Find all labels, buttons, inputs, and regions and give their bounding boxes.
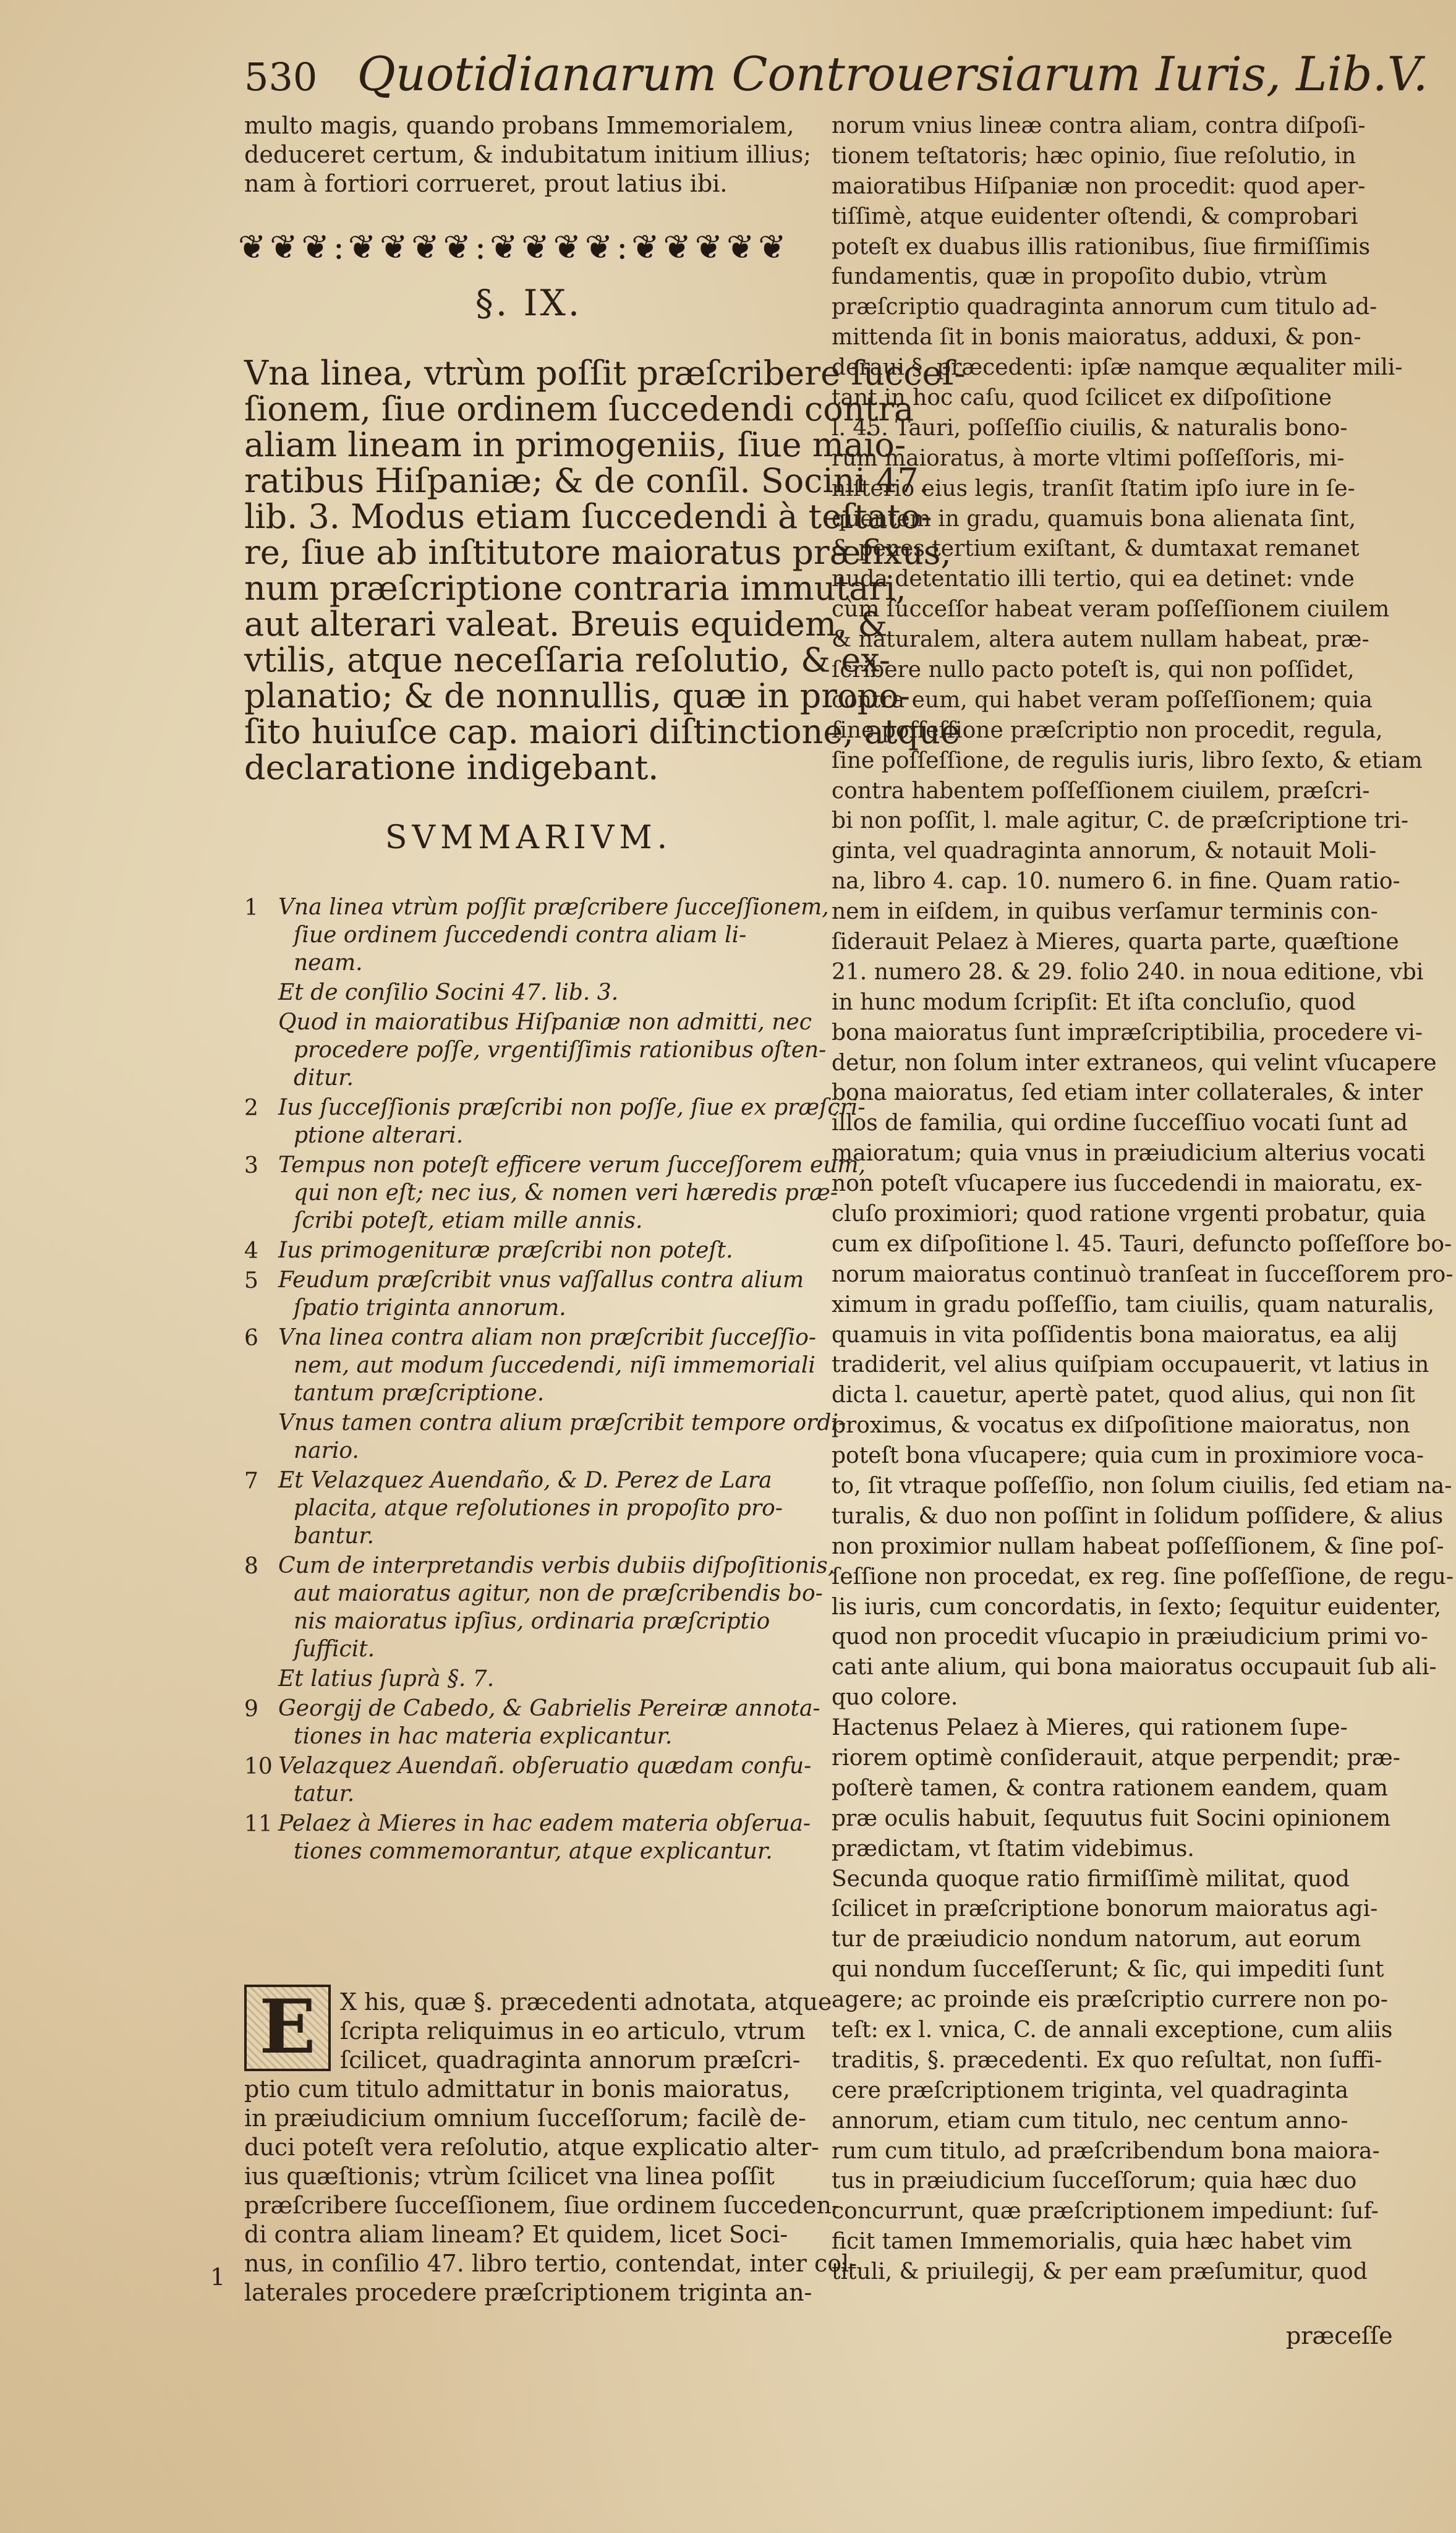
right-body-line: to, ſit vtraque poſſeſſio, non ſolum ciuilis, ſed etiam na- bbox=[832, 1473, 1452, 1499]
right-body-line: riorem optimè conſiderauit, atque perpendit; præ- bbox=[832, 1745, 1400, 1771]
summarium-line: Et de conſilio Socini 47. lib. 3. bbox=[278, 980, 619, 1005]
left-body-line: ſcripta reliquimus in eo articulo, vtrum bbox=[340, 2017, 806, 2045]
summarium-number: 3 bbox=[244, 1153, 258, 1178]
summarium-heading: SVMMARIVM. bbox=[385, 819, 673, 856]
summarium-line: Feudum præſcribit vnus vaſſallus contra alium bbox=[278, 1267, 804, 1293]
right-body-line: agere; ac proinde eis præſcriptio currere non po- bbox=[832, 1987, 1388, 2013]
right-body-line: concurrunt, quæ præſcriptionem impediunt: ſuf- bbox=[832, 2199, 1379, 2224]
right-body-line: niſterio eius legis, tranſit ſtatim ipſo iure in ſe- bbox=[832, 475, 1355, 501]
left-body-line: nus, in conſilio 47. libro tertio, contendat, inter col- bbox=[244, 2250, 858, 2277]
right-body-line: contra eum, qui habet veram poſſeſſionem; quia bbox=[832, 687, 1373, 713]
summarium-line: Et latius ſuprà §. 7. bbox=[278, 1666, 495, 1692]
right-body-line: na, libro 4. cap. 10. numero 6. in fine. Quam ratio- bbox=[832, 869, 1400, 895]
summarium-number: 9 bbox=[244, 1696, 258, 1722]
right-body-line: fundamentis, quæ in propoſito dubio, vtrùm bbox=[832, 264, 1327, 290]
right-body-line: non proximior nullam habeat poſſeſſionem, & ſine poſ- bbox=[832, 1533, 1444, 1559]
right-body-line: tionem teſtatoris; hæc opinio, ſiue reſolutio, in bbox=[832, 143, 1356, 169]
right-body-line: norum vnius lineæ contra aliam, contra diſpoſi- bbox=[832, 113, 1366, 138]
summarium-line: Ius primogenituræ præſcribi non poteſt. bbox=[278, 1238, 733, 1263]
margin-note: 1 bbox=[210, 2263, 226, 2291]
summarium-line: ditur. bbox=[294, 1065, 354, 1091]
summarium-number: 8 bbox=[244, 1554, 258, 1579]
right-body-line: traditis, §. præcedenti. Ex quo reſultat, non ſuffi- bbox=[832, 2047, 1382, 2073]
right-body-line: maioratibus Hiſpaniæ non procedit: quod aper- bbox=[832, 173, 1366, 199]
right-body-line: rum cum titulo, ad præſcribendum bona maiora- bbox=[832, 2138, 1380, 2164]
summarium-line: tatur. bbox=[294, 1781, 355, 1807]
summarium-line: tiones in hac materia explicantur. bbox=[294, 1724, 673, 1749]
summarium-line: Et Velazquez Auendaño, & D. Perez de Lara bbox=[278, 1468, 772, 1493]
right-body-line: annorum, etiam cum titulo, nec centum anno- bbox=[832, 2108, 1348, 2134]
right-body-line: prædictam, vt ſtatim videbimus. bbox=[832, 1836, 1194, 1862]
summarium-line: Ius ſucceſſionis præſcribi non poſſe, ſiue ex præſcri- bbox=[278, 1095, 866, 1120]
right-body-line: deraui §. præcedenti: ipſæ namque æqualiter mili- bbox=[832, 355, 1403, 381]
right-body-line: quo colore. bbox=[832, 1685, 958, 1711]
drop-cap: E bbox=[244, 1985, 331, 2071]
section-summary-line: ratibus Hiſpaniæ; & de conſil. Socini 47. bbox=[244, 461, 929, 500]
section-summary-line: vtilis, atque neceſſaria reſolutio, & ex- bbox=[244, 641, 891, 679]
section-summary-line: aut alterari valeat. Breuis equidem, & bbox=[244, 605, 888, 644]
summarium-number: 10 bbox=[244, 1754, 273, 1779]
summarium-line: tantum præſcriptione. bbox=[294, 1381, 545, 1406]
right-body-line: tant in hoc caſu, quod ſcilicet ex diſpoſitione bbox=[832, 385, 1332, 411]
left-body-line: in præiudicium omnium ſucceſſorum; facilè de- bbox=[244, 2105, 806, 2132]
right-body-line: rum maioratus, à morte vltimi poſſeſſoris, mi- bbox=[832, 445, 1345, 471]
right-body-line: & naturalem, altera autem nullam habeat, præ- bbox=[832, 627, 1369, 653]
section-summary-line: lib. 3. Modus etiam ſuccedendi à teſtato- bbox=[244, 497, 932, 536]
left-body-line: X his, quæ §. præcedenti adnotata, atque bbox=[340, 1988, 832, 2016]
summarium-line: ſpatio triginta annorum. bbox=[294, 1295, 566, 1321]
right-body-line: quod non procedit vſucapio in præiudicium primi vo- bbox=[832, 1624, 1428, 1650]
section-heading: §. IX. bbox=[475, 282, 582, 324]
left-body-line: ius quæſtionis; vtrùm ſcilicet vna linea poſſit bbox=[244, 2163, 775, 2190]
section-summary-line: Vna linea, vtrùm poſſit præſcribere ſucceſ- bbox=[244, 354, 966, 393]
summarium-line: aut maioratus agitur, non de præſcribendis bo- bbox=[294, 1581, 823, 1606]
right-body-line: ſine poſſeſſione, de regulis iuris, libro ſexto, & etiam bbox=[832, 747, 1423, 773]
right-body-line: Hactenus Pelaez à Mieres, qui rationem ſupe- bbox=[832, 1715, 1348, 1741]
summarium-line: placita, atque reſolutiones in propoſito pro- bbox=[294, 1496, 783, 1521]
summarium-number: 11 bbox=[244, 1811, 273, 1837]
summarium-line: neam. bbox=[294, 950, 363, 976]
section-summary-line: ſito huiuſce cap. maiori diſtinctione, atque bbox=[244, 712, 960, 751]
right-body-line: mittenda ſit in bonis maioratus, adduxi, & pon- bbox=[832, 325, 1361, 351]
summarium-line: ſcribi poteſt, etiam mille annis. bbox=[294, 1208, 643, 1233]
summarium-number: 7 bbox=[244, 1468, 258, 1494]
right-body-line: bona maioratus ſunt impræſcriptibilia, procedere vi- bbox=[832, 1020, 1423, 1045]
right-body-line: bona maioratus, ſed etiam inter collaterales, & inter bbox=[832, 1080, 1423, 1106]
summarium-number: 6 bbox=[244, 1326, 258, 1351]
right-body-line: dicta l. cauetur, apertè patet, quod alius, qui non ſit bbox=[832, 1382, 1415, 1408]
right-body-line: poteſt ex duabus illis rationibus, ſiue firmiſſimis bbox=[832, 234, 1371, 260]
summarium-line: ſiue ordinem ſuccedendi contra aliam li- bbox=[294, 922, 747, 948]
right-body-line: cùm ſucceſſor habeat veram poſſeſſionem ciuilem bbox=[832, 597, 1390, 623]
section-summary-line: re, ſiue ab inſtitutore maioratus præfixus, bbox=[244, 533, 952, 572]
section-summary-line: aliam lineam in primogeniis, ſiue maio- bbox=[244, 425, 906, 464]
summarium-line: Vna linea vtrùm poſſit præſcribere ſucceſſionem, bbox=[278, 895, 829, 920]
summarium-line: nario. bbox=[294, 1438, 359, 1463]
page-number: 530 bbox=[244, 54, 318, 100]
right-body-line: proximus, & vocatus ex diſpoſitione maioratus, non bbox=[832, 1413, 1410, 1439]
right-body-line: norum maioratus continuò tranſeat in ſucceſſorem pro- bbox=[832, 1261, 1454, 1287]
page-header bbox=[244, 43, 1428, 105]
right-body-line: non poteſt vſucapere ius ſuccedendi in maioratu, ex- bbox=[832, 1171, 1423, 1197]
section-summary-line: declaratione indigebant. bbox=[244, 748, 659, 787]
right-body-line: turalis, & duo non poſſint in ſolidum poſſidere, & alius bbox=[832, 1503, 1444, 1529]
right-body-line: tiſſimè, atque euidenter oſtendi, & comprobari bbox=[832, 203, 1358, 229]
section-summary-line: planatio; & de nonnullis, quæ in propo- bbox=[244, 676, 910, 715]
right-body-line: maioratum; quia vnus in præiudicium alterius vocati bbox=[832, 1141, 1426, 1167]
summarium-line: Georgij de Cabedo, & Gabrielis Pereiræ annota- bbox=[278, 1696, 820, 1721]
summarium-line: nem, aut modum ſuccedendi, niſi immemoriali bbox=[294, 1353, 815, 1378]
right-body-line: præ oculis habuit, ſequutus fuit Socini opinionem bbox=[832, 1805, 1391, 1831]
section-summary-line: num præſcriptione contraria immutari, bbox=[244, 569, 906, 608]
left-body-line: duci poteſt vera reſolutio, atque explicatio alter- bbox=[244, 2134, 819, 2161]
catchword: præceſſe bbox=[1286, 2322, 1393, 2349]
summarium-line: procedere poſſe, vrgentiſſimis rationibus oſten- bbox=[294, 1037, 827, 1063]
summarium-number: 5 bbox=[244, 1268, 258, 1293]
right-body-line: poteſt bona vſucapere; quia cum in proximiore voca- bbox=[832, 1443, 1424, 1469]
intro-line-2: deduceret certum, & indubitatum initium illius; bbox=[244, 141, 812, 168]
summarium-line: Quod in maioratibus Hiſpaniæ non admitti, nec bbox=[278, 1010, 812, 1035]
right-body-line: teſt: ex l. vnica, C. de annali exceptione, cum aliis bbox=[832, 2017, 1393, 2043]
section-summary-line: ſionem, ſiue ordinem ſuccedendi contra bbox=[244, 390, 914, 428]
right-body-line: detur, non ſolum inter extraneos, qui velint vſucapere bbox=[832, 1050, 1437, 1076]
right-body-line: contra habentem poſſeſſionem ciuilem, præſcri- bbox=[832, 778, 1370, 804]
right-body-line: qui nondum ſucceſſerunt; & ſic, qui impediti ſunt bbox=[832, 1957, 1384, 1983]
summarium-number: 1 bbox=[244, 895, 258, 921]
right-body-line: in hunc modum ſcripſit: Et iſta concluſio, quod bbox=[832, 989, 1356, 1015]
right-body-line: ficit tamen Immemorialis, quia hæc habet vim bbox=[832, 2229, 1352, 2255]
right-body-line: quentem in gradu, quamuis bona alienata ſint, bbox=[832, 506, 1356, 532]
summarium-line: ptione alterari. bbox=[294, 1123, 464, 1148]
intro-line-1: multo magis, quando probans Immemorialem, bbox=[244, 112, 794, 139]
right-body-line: tradiderit, vel alius quiſpiam occupauerit, vt latius in bbox=[832, 1352, 1429, 1378]
summarium-line: Pelaez à Mieres in hac eadem materia obſerua- bbox=[278, 1811, 811, 1836]
summarium-line: Velazquez Auendañ. obſeruatio quædam confu- bbox=[278, 1753, 812, 1779]
right-body-line: poſterè tamen, & contra rationem eandem, quam bbox=[832, 1775, 1388, 1801]
summarium-line: Vna linea contra aliam non præſcribit ſucceſſio- bbox=[278, 1325, 817, 1350]
right-body-line: bi non poſſit, l. male agitur, C. de præſcriptione tri- bbox=[832, 808, 1409, 834]
right-body-line: l. 45. Tauri, poſſeſſio ciuilis, & naturalis bono- bbox=[832, 415, 1348, 441]
summarium-line: Vnus tamen contra alium præſcribit tempore ordi- bbox=[278, 1410, 846, 1436]
summarium-number: 4 bbox=[244, 1238, 258, 1264]
right-body-line: Secunda quoque ratio firmiſſimè militat, quod bbox=[832, 1866, 1350, 1892]
intro-line-3: nam à fortiori corrueret, prout latius ibi. bbox=[244, 170, 728, 197]
summarium-line: tiones commemorantur, atque explicantur. bbox=[294, 1839, 773, 1864]
right-body-line: nem in eiſdem, in quibus verſamur terminis con- bbox=[832, 899, 1378, 925]
right-body-line: lis iuris, cum concordatis, in ſexto; ſequitur euidenter, bbox=[832, 1594, 1442, 1620]
right-body-line: ximum in gradu poſſeſſio, tam ciuilis, quam naturalis, bbox=[832, 1292, 1435, 1318]
right-body-line: cum ex diſpoſitione l. 45. Tauri, defuncto poſſeſſore bo- bbox=[832, 1231, 1452, 1257]
right-body-line: tur de præiudicio nondum natorum, aut eorum bbox=[832, 1926, 1361, 1952]
right-body-line: 21. numero 28. & 29. folio 240. in noua editione, vbi bbox=[832, 959, 1424, 985]
ornament-band: ❦❦❦:❦❦❦❦:❦❦❦❦:❦❦❦❦❦ bbox=[238, 228, 790, 266]
running-title: Quotidianarum Controuersiarum Iuris, Lib.V. bbox=[357, 46, 1428, 101]
right-body-line: cati ante alium, qui bona maioratus occupauit ſub ali- bbox=[832, 1654, 1437, 1680]
summarium-line: Tempus non poteſt efficere verum ſucceſſorem eum, bbox=[278, 1152, 866, 1178]
summarium-line: Cum de interpretandis verbis dubiis diſpoſitionis, bbox=[278, 1553, 835, 1578]
summarium-number: 2 bbox=[244, 1096, 258, 1121]
right-body-line: ſcilicet in præſcriptione bonorum maioratus agi- bbox=[832, 1896, 1378, 1922]
right-body-line: ſiderauit Pelaez à Mieres, quarta parte, quæſtione bbox=[832, 929, 1399, 955]
right-body-line: ſeſſione non procedat, ex reg. ſine poſſeſſione, de regu- bbox=[832, 1564, 1454, 1590]
summarium-line: qui non eſt; nec ius, & nomen veri hæredis præ- bbox=[294, 1180, 838, 1206]
summarium-line: nis maioratus ipſius, ordinaria præſcriptio bbox=[294, 1609, 770, 1634]
right-body-line: ſcribere nullo pacto poteſt is, qui non poſſidet, bbox=[832, 657, 1355, 683]
right-body-line: & penes tertium exiſtant, & dumtaxat remanet bbox=[832, 536, 1360, 562]
left-body-line: ptio cum titulo admittatur in bonis maioratus, bbox=[244, 2075, 791, 2103]
left-body-line: laterales procedere præſcriptionem triginta an- bbox=[244, 2279, 812, 2306]
right-body-line: nuda detentatio illi tertio, qui ea detinet: vnde bbox=[832, 566, 1355, 592]
left-body-line: præſcribere ſucceſſionem, ſiue ordinem ſucceden- bbox=[244, 2192, 840, 2219]
right-body-line: tituli, & priuilegij, & per eam præſumitur, quod bbox=[832, 2259, 1368, 2285]
right-body-line: cere præſcriptionem triginta, vel quadraginta bbox=[832, 2077, 1348, 2103]
summarium-line: ſufficit. bbox=[294, 1637, 375, 1662]
right-body-line: quamuis in vita poſſidentis bona maioratus, ea alij bbox=[832, 1322, 1398, 1348]
right-body-line: cluſo proximiori; quod ratione vrgenti probatur, quia bbox=[832, 1201, 1426, 1227]
left-body-line: ſcilicet, quadraginta annorum præſcri- bbox=[340, 2046, 801, 2074]
left-body-line: di contra aliam lineam? Et quidem, licet Soci- bbox=[244, 2221, 788, 2248]
right-body-line: ginta, vel quadraginta annorum, & notauit Moli- bbox=[832, 838, 1377, 864]
summarium-line: bantur. bbox=[294, 1523, 375, 1549]
right-body-line: illos de familia, qui ordine ſucceſſiuo vocati ſunt ad bbox=[832, 1110, 1408, 1136]
right-body-line: tus in præiudicium ſucceſſorum; quia hæc duo bbox=[832, 2168, 1357, 2194]
right-body-line: præſcriptio quadraginta annorum cum titulo ad- bbox=[832, 294, 1377, 320]
right-body-line: ſine poſſeſſione præſcriptio non procedit, regula, bbox=[832, 717, 1383, 743]
